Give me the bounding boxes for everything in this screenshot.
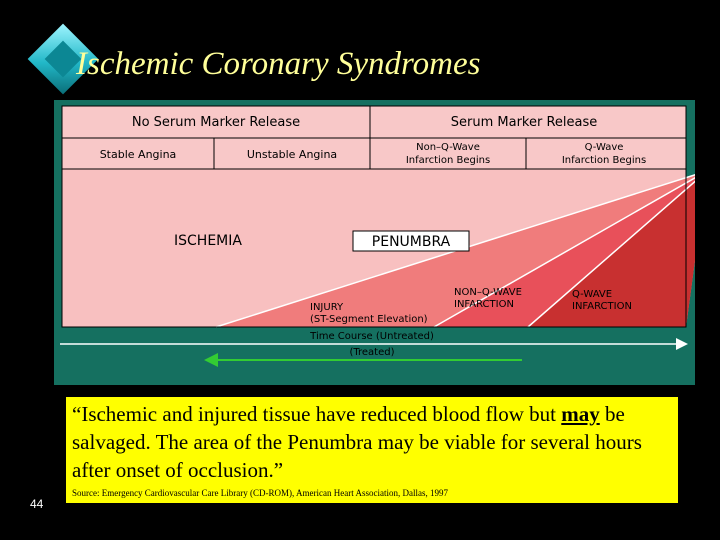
quote-emphasis: may bbox=[561, 402, 600, 426]
injury-label-1: INJURY bbox=[310, 302, 344, 313]
label-unstable-angina: Unstable Angina bbox=[246, 148, 338, 161]
diagram-panel bbox=[54, 100, 695, 385]
label-nonq-begins-2: Infarction Begins bbox=[405, 155, 491, 166]
q-infarction-label-1: Q-WAVE bbox=[572, 289, 613, 300]
slide-title: Ischemic Coronary Syndromes bbox=[76, 46, 481, 82]
label-nonq-begins-1: Non–Q-Wave bbox=[416, 142, 480, 153]
penumbra-label: PENUMBRA bbox=[371, 234, 451, 250]
injury-label-2: (ST-Segment Elevation) bbox=[310, 314, 428, 325]
ischemia-label: ISCHEMIA bbox=[174, 233, 242, 249]
quote-box bbox=[66, 397, 678, 503]
source-citation: Source: Emergency Cardiovascular Care Library (CD-ROM), American Heart Association, Dallas, 1997 bbox=[72, 488, 448, 498]
nonq-infarction-label-1: NON–Q-WAVE bbox=[454, 287, 522, 298]
time-treated-arrowhead bbox=[204, 353, 218, 367]
header-serum: Serum Marker Release bbox=[450, 115, 598, 130]
header-no-serum: No Serum Marker Release bbox=[131, 115, 301, 130]
quote-text: “Ischemic and injured tissue have reduced blood flow but may be salvaged. The area of the Penumbra may be viable for several hours after onset of occlusion.” bbox=[72, 402, 642, 482]
time-treated-label: (Treated) bbox=[349, 347, 395, 358]
label-stable-angina: Stable Angina bbox=[99, 148, 177, 161]
nonq-infarction-label-2: INFARCTION bbox=[454, 299, 514, 310]
label-qwave-begins-1: Q-Wave bbox=[584, 142, 624, 153]
page-number: 44 bbox=[30, 497, 44, 511]
time-untreated-arrowhead bbox=[676, 338, 688, 350]
label-qwave-begins-2: Infarction Begins bbox=[561, 155, 647, 166]
syndrome-diagram bbox=[54, 100, 695, 385]
time-untreated-label: Time Course (Untreated) bbox=[310, 331, 434, 342]
q-infarction-label-2: INFARCTION bbox=[572, 301, 632, 312]
